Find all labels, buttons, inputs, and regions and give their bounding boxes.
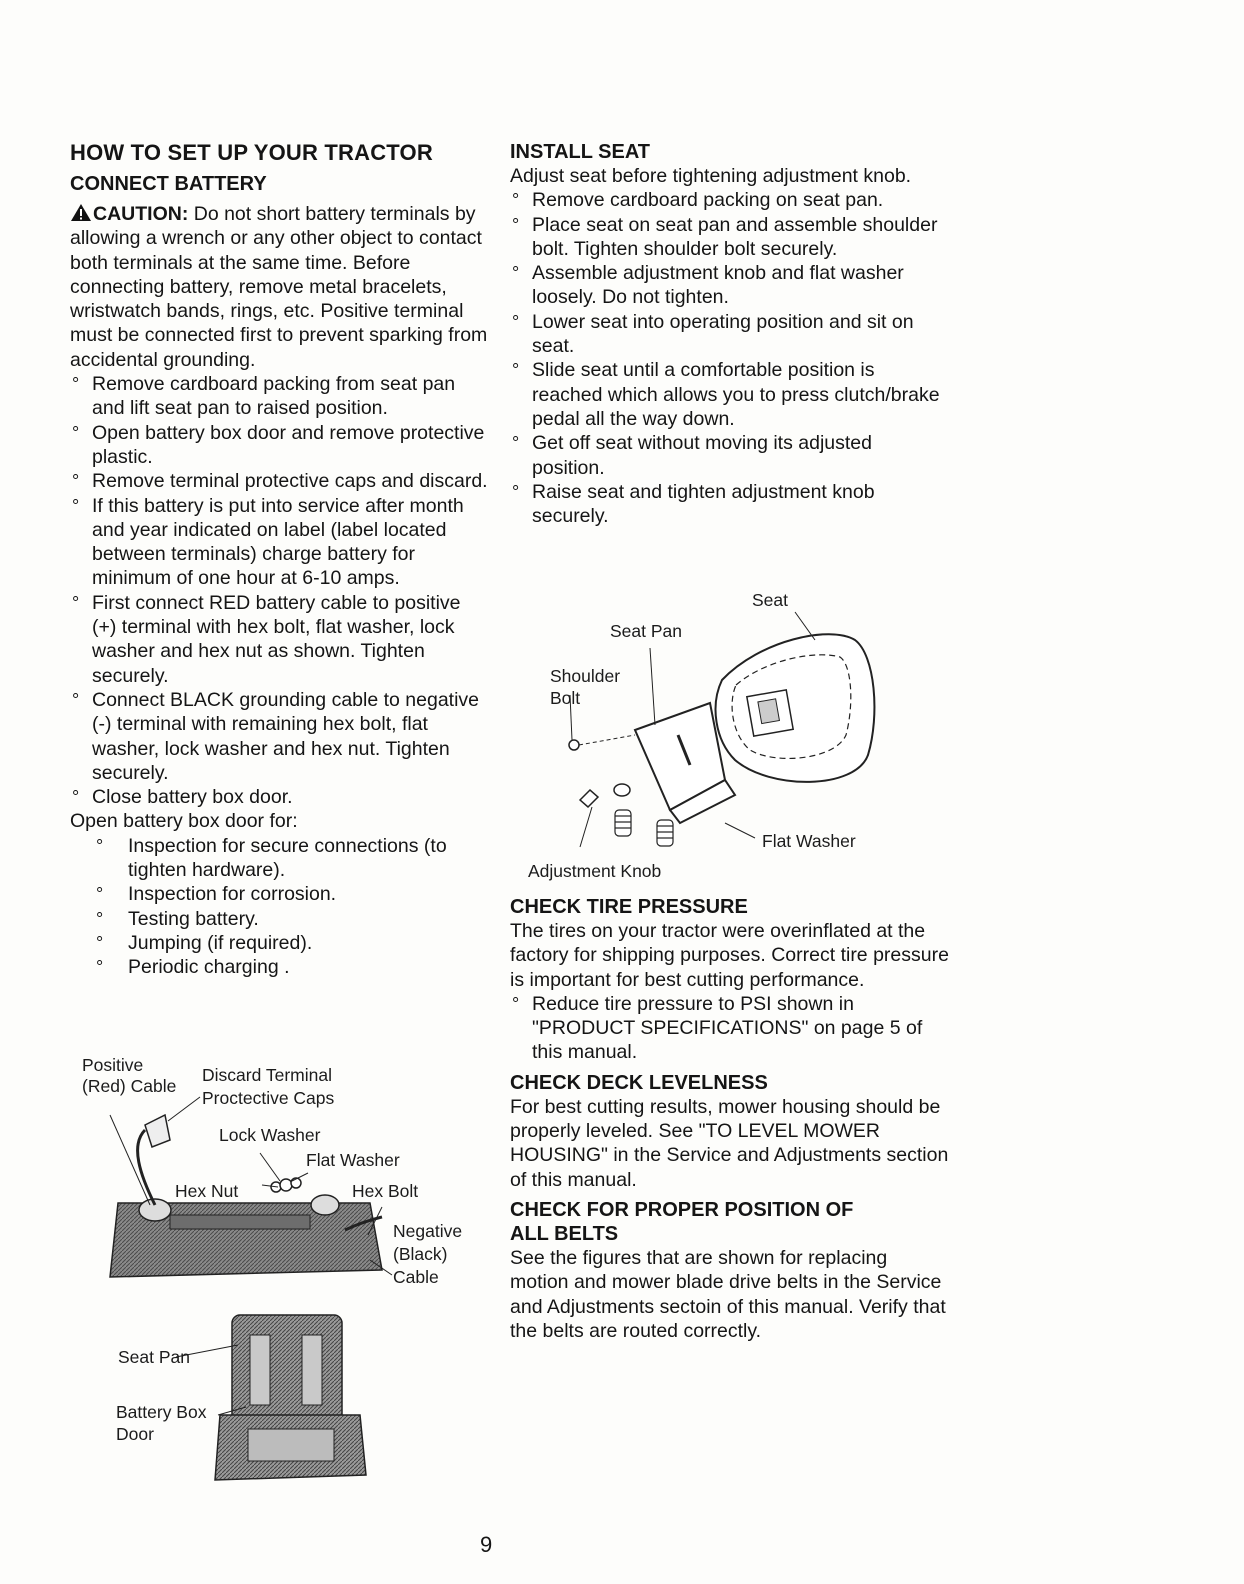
install-seat-heading: INSTALL SEAT [510,141,650,163]
list-item: ° Remove cardboard packing on seat pan. [510,188,950,212]
list-item: ° Get off seat without moving its adjusted position. [510,431,950,480]
list-item: ° Inspection for corrosion. [70,882,490,906]
tire-pressure-text: The tires on your tractor were overinflated at the factory for shipping purposes. Correct tire pressure is important for best cutting performance. [510,920,949,991]
open-for-intro: Open battery box door for: [70,810,298,833]
caution-label: CAUTION: [93,203,189,225]
tire-pressure-steps [510,992,950,1065]
seat-pan-label-left: Seat Pan [118,1347,190,1367]
list-item: ° Close battery box door. [70,785,490,809]
warning-triangle-icon [70,203,92,222]
list-item: ° Connect BLACK grounding cable to negative (-) terminal with remaining hex bolt, flat washer, lock washer and hex nut. Tighten securely. [70,688,490,785]
seat-label: Seat [752,590,788,610]
right-column [510,140,950,528]
list-item: ° Remove terminal protective caps and discard. [70,469,490,493]
battery-figure [70,1055,490,1305]
positive-cable-label: Positive (Red) Cable [82,1055,177,1096]
battery-steps-list [70,372,490,809]
open-for-list [70,834,490,980]
flat-washer-label: Flat Washer [306,1150,400,1170]
list-item: ° Remove cardboard packing from seat pan and lift seat pan to raised position. [70,372,490,421]
discard-caps-label: Discard Terminal Proctective Caps [202,1065,335,1108]
page-title: HOW TO SET UP YOUR TRACTOR [70,140,433,165]
seat-battery-box-figure [70,1305,400,1495]
list-item: ° Lower seat into operating position and sit on seat. [510,310,950,359]
list-item: ° Open battery box door and remove protective plastic. [70,421,490,470]
shoulder-bolt-label: Shoulder Bolt [550,666,621,708]
flat-washer-label-right: Flat Washer [762,831,856,851]
list-item: ° Slide seat until a comfortable position is reached which allows you to press clutch/brake pedal all the way down. [510,358,950,431]
page-number: 9 [480,1532,493,1557]
list-item: ° Raise seat and tighten adjustment knob securely. [510,480,950,529]
negative-cable-label: Negative (Black) Cable [393,1221,463,1287]
caution-paragraph [70,202,490,372]
list-item: ° Testing battery. [70,907,490,931]
seat-illustration [510,585,930,885]
list-item: ° Place seat on seat pan and assemble shoulder bolt. Tighten shoulder bolt securely. [510,213,950,262]
list-item: ° If this battery is put into service after month and year indicated on label (label located between terminals) charge battery for minimum of one hour at 6-10 amps. [70,494,490,591]
deck-levelness-text: For best cutting results, mower housing should be properly leveled. See "TO LEVEL MOWER HOUSING" in the Service and Adjustments section of this manual. [510,1095,949,1191]
install-seat-intro: Adjust seat before tightening adjustment knob. [510,165,912,187]
seat-pan-label: Seat Pan [610,621,682,641]
tire-pressure-heading: CHECK TIRE PRESSURE [510,896,748,918]
adjustment-knob-label: Adjustment Knob [528,861,662,881]
list-item: ° First connect RED battery cable to positive (+) terminal with hex bolt, flat washer, lock washer and hex nut as shown. Tighten securely. [70,591,490,688]
belts-text: See the figures that are shown for replacing motion and mower blade drive belts in the Service and Adjustments sectoin of this manual. Verify that the belts are routed correctly. [510,1246,946,1342]
list-item: ° Reduce tire pressure to PSI shown in "PRODUCT SPECIFICATIONS" on page 5 of this manual. [510,992,950,1065]
right-column-lower [510,895,950,1343]
list-item: ° Inspection for secure connections (to tighten hardware). [70,834,490,883]
left-column [70,140,490,980]
deck-levelness-heading: CHECK DECK LEVELNESS [510,1071,768,1094]
belts-heading-line-1: CHECK FOR PROPER POSITION OF [510,1198,854,1221]
list-item: ° Jumping (if required). [70,931,490,955]
list-item: ° Periodic charging . [70,955,490,979]
hex-nut-label: Hex Nut [175,1181,239,1201]
hex-bolt-label: Hex Bolt [352,1181,419,1201]
list-item: ° Assemble adjustment knob and flat washer loosely. Do not tighten. [510,261,950,310]
caution-text: Do not short battery terminals by allowing a wrench or any other object to contact both terminals at the same time. Before connecting battery, remove metal bracelets, wristwatch bands, rings, etc. Positive terminal must be connected first to prevent sparking from accidental grounding. [70,203,488,371]
belts-heading-line-2: ALL BELTS [510,1222,619,1245]
seat-figure [510,585,930,885]
battery-box-door-label: Battery Box Door [116,1402,207,1444]
lock-washer-label: Lock Washer [219,1125,321,1145]
install-seat-steps [510,188,950,528]
connect-battery-heading: CONNECT BATTERY [70,173,267,195]
seat-battery-box-illustration [70,1305,400,1495]
